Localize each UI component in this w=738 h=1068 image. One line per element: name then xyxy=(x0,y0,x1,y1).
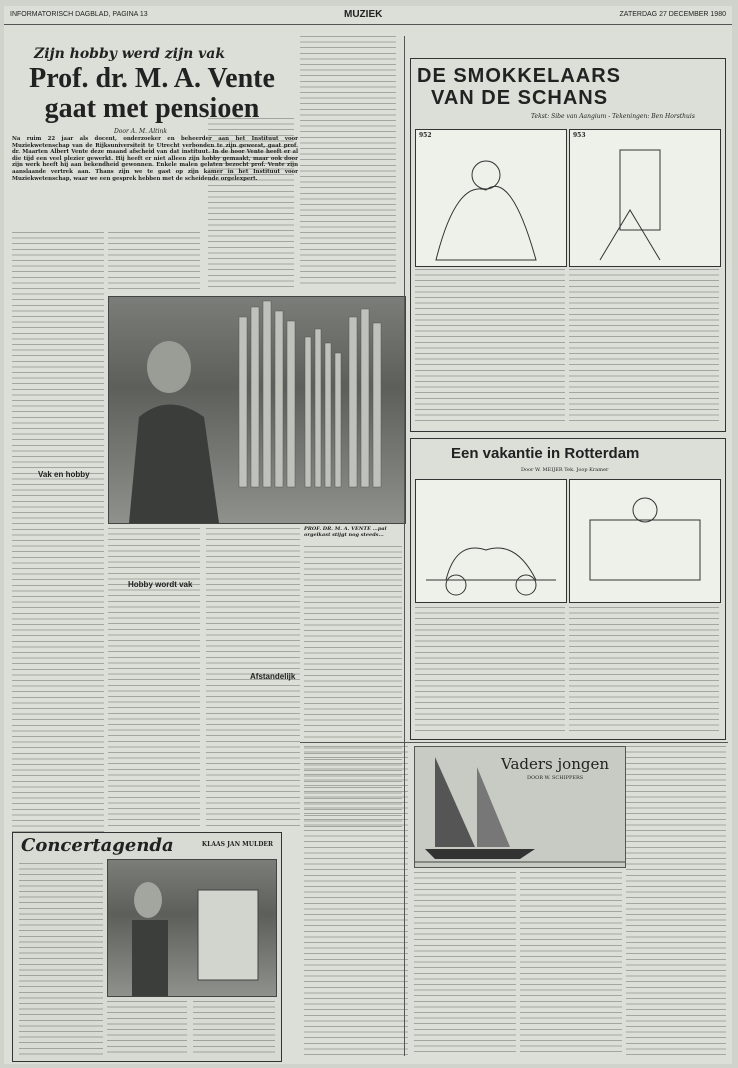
panel-number: 953 xyxy=(573,132,586,139)
article-headline: Prof. dr. M. A. Vente gaat met pensioen xyxy=(29,63,275,124)
article-intro: Na ruim 22 jaar als docent, onderzoeker en beheerder aan het Instituut voor Muziekwetenschap van de Rijksuniversiteit te Utrecht verbonden te zijn geweest, gaat prof. dr. Maarten Albert Vente deze maand afscheid van dat instituut. In de hoor Vente heeft er al die tijd een veel plezier gewerkt. Hij heeft er niet alleen zijn hobby gemaakt, maar ook door zijn werk heeft hij aan bekendheid gewonnen. Enkele malen gelaten bezocht prof. Vente zijn aanslaande vertrek aan. Thans zijn we te gast op zijn kamer in het Instituut voor Muziekwetenschap, waar we een gesprek hebben met de scheidende orgelexpert. xyxy=(12,136,298,182)
comic2-credits: Door W. MEIJER Tek. Joop Kramer xyxy=(521,467,609,473)
comic-smokkelaars xyxy=(410,58,726,432)
comic2-panel-1 xyxy=(415,479,567,603)
comic1-panel-1 xyxy=(415,129,567,267)
concert-photo xyxy=(107,859,277,997)
comic2-text-2 xyxy=(569,607,719,733)
comic1-title-line2: VAN DE SCHANS xyxy=(431,87,609,109)
masthead-publication: INFORMATORISCH DAGBLAD, PAGINA 13 xyxy=(10,11,148,18)
concert-agenda-title: Concertagenda xyxy=(21,835,174,856)
organ-pipes-illustration xyxy=(109,297,405,523)
story-column-4 xyxy=(520,872,622,1056)
concert-photo-drawing xyxy=(108,860,276,996)
article-column-2 xyxy=(108,232,200,292)
column-divider xyxy=(404,36,405,1056)
story-column-3 xyxy=(414,872,516,1056)
story-illustration xyxy=(414,746,626,868)
comic1-text-2 xyxy=(569,269,719,425)
concert-agenda-author: KLAAS JAN MULDER xyxy=(201,841,273,848)
comic1-credits: Tekst: Sibe van Aangium - Tekeningen: Ben Horsthuis xyxy=(531,113,695,120)
story-credits: DOOR W. SCHIPPERS xyxy=(527,775,584,781)
panel-number: 952 xyxy=(419,132,432,139)
subhead-afstandelijk: Afstandelijk xyxy=(250,672,296,681)
comic1-panel-1-drawing xyxy=(416,130,566,266)
comic2-panel-2-drawing xyxy=(570,480,720,602)
article-column-3 xyxy=(208,118,294,288)
comic2-panel-1-drawing xyxy=(416,480,566,602)
comic1-panel-2 xyxy=(569,129,721,267)
comic-vakantie-rotterdam xyxy=(410,438,726,740)
article-column-1 xyxy=(12,232,104,832)
newspaper-page xyxy=(4,6,732,1064)
comic1-text-1 xyxy=(415,269,565,425)
story-column-2 xyxy=(626,746,726,1056)
comic2-text-1 xyxy=(415,607,565,733)
section-divider xyxy=(300,742,728,743)
comic1-title-line1: DE SMOKKELAARS xyxy=(417,65,622,87)
article-photo xyxy=(108,296,406,524)
article-byline: Door A. M. Altink xyxy=(114,128,167,135)
concert-column-3 xyxy=(193,1001,275,1055)
comic1-panel-2-drawing xyxy=(570,130,720,266)
subhead-hobby-wordt-vak: Hobby wordt vak xyxy=(128,580,193,589)
article-kicker: Zijn hobby werd zijn vak xyxy=(34,46,226,62)
concert-column-1 xyxy=(19,863,103,1055)
comic2-panel-2 xyxy=(569,479,721,603)
story-column-1 xyxy=(304,746,408,1056)
masthead-date: ZATERDAG 27 DECEMBER 1980 xyxy=(619,11,726,18)
story-title: Vaders jongen xyxy=(501,755,609,773)
concert-agenda xyxy=(12,832,282,1062)
concert-column-2 xyxy=(107,1001,187,1055)
masthead xyxy=(4,6,732,25)
masthead-section: MUZIEK xyxy=(344,9,383,20)
article-column-4 xyxy=(300,36,396,288)
comic2-title: Een vakantie in Rotterdam xyxy=(451,445,640,462)
photo-caption: PROF. DR. M. A. VENTE ...pal orgelkast stijgt nog steeds... xyxy=(304,526,387,538)
article-column-5 xyxy=(108,528,200,828)
subhead-vak-en-hobby: Vak en hobby xyxy=(38,470,90,479)
